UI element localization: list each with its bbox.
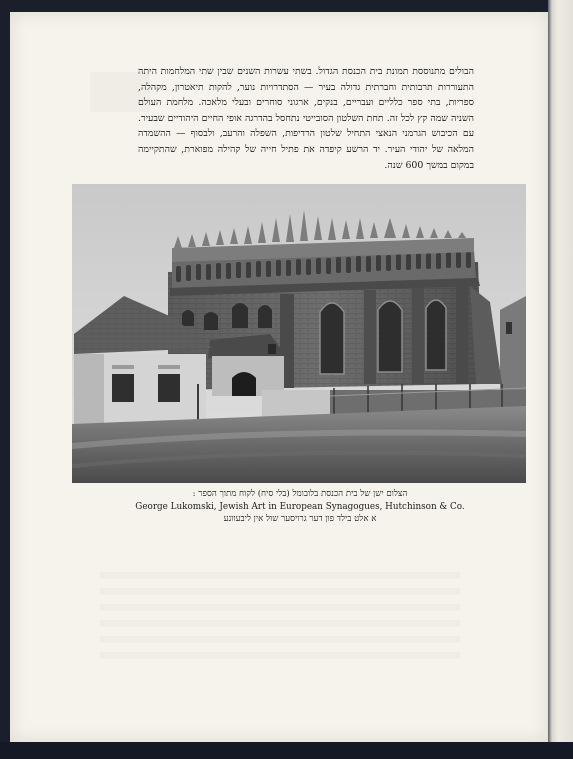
caption-hebrew-line: הצלום ישן של בית הכנסת בלובומל (בלי סיח) לקוח מתוך הספר : — [192, 489, 408, 499]
scanner-background — [0, 742, 573, 759]
adjacent-page-edge — [548, 0, 573, 759]
photo-caption — [70, 488, 530, 526]
body-paragraph: הבולים מתנוססת תמונת בית הכנסת הגדול. בשתי עשרות השנים שבין שתי המלחמות היתה התעוררות תרבותית וחברתית גדולה בעיר — הסתדרויות נוער, להקות תיאטרון, מקהלה, ספריות, בתי ספר כלליים ועבריים, בנקים, ארגוני סוחרים ובעלי מלאכה. מלחמת העולם השניה שמה קץ לכל זה. תחת השלטון הסובייטי נתחסל בהדרגה אופי החיים היהודיים שבעיר. עם הכיבוש הגרמני הנאצי התחיל שלטון הרדיפות, השפלה והרעב, ולבסוף — ההשמדה המלאה של יהודי העיר. יד הרשע קיפדה את פתיל חייה של קהילה מפוארת, שהתקיימה במקום במשך 600 שנה. — [138, 66, 474, 171]
synagogue-photo — [72, 184, 526, 483]
book-page — [10, 12, 548, 742]
show-through-shadow-lower — [100, 572, 460, 662]
caption-english-line: George Lukomski, Jewish Art in European Synagogues, Hutchinson & Co. — [135, 501, 465, 512]
caption-yiddish-line: א אלט בילד פון דער גרויסער שול אין ליבעוונע — [223, 514, 377, 524]
